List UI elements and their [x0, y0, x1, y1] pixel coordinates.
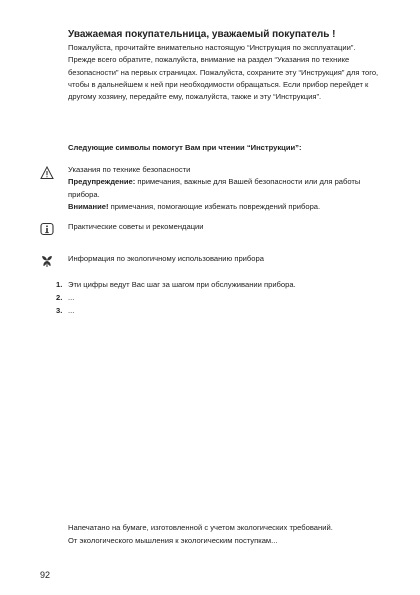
- step-text: ...: [68, 306, 75, 315]
- intro-paragraph-1: Пожалуйста, прочитайте внимательно настоящую “Инструкция по эксплуатации”.: [68, 43, 356, 52]
- step-text: Эти цифры ведут Вас шаг за шагом при обслуживании прибора.: [68, 280, 296, 289]
- tips-label: Практические советы и рекомендации: [68, 222, 204, 231]
- attention-term: Внимание!: [68, 201, 109, 211]
- info-icon: [40, 222, 54, 236]
- warning-term: Предупреждение:: [68, 177, 136, 187]
- eco-symbol-block: [68, 253, 386, 265]
- tips-symbol-block: [68, 221, 386, 233]
- steps-list: [56, 278, 386, 317]
- step-text: ...: [68, 293, 75, 302]
- warning-text: примечания, важные для Вашей безопасности или для работы прибора.: [68, 177, 361, 199]
- footer-line-2: От экологического мышления к экологическим поступкам...: [68, 535, 278, 545]
- list-item: [56, 304, 386, 317]
- attention-note: [68, 201, 386, 213]
- step-number: 3.: [56, 306, 63, 315]
- footer-line-1: Напечатано на бумаге, изготовленной с учетом экологических требований.: [68, 523, 333, 532]
- eco-flower-icon: [40, 254, 54, 268]
- list-item: [56, 291, 386, 304]
- step-number: 2.: [56, 293, 63, 302]
- step-number: 1.: [56, 280, 63, 289]
- intro-text: [68, 42, 386, 103]
- safety-label: Указания по технике безопасности: [68, 165, 191, 174]
- warning-note: [68, 176, 386, 201]
- symbols-heading: Следующие символы помогут Вам при чтении “Инструкции”:: [68, 143, 302, 152]
- safety-symbol-block: [68, 164, 386, 213]
- intro-paragraph-2: Прежде всего обратите, пожалуйста, внимание на раздел “Указания по технике безопасности” на первых страницах. Пожалуйста, сохраните эту “Инструкция” для того, чтобы в дальнейшем к ней при необходимости обращаться. Если прибор перейдет к другому хозяину, передайте ему, пожалуйста, также и эту “Инструкция”.: [68, 55, 379, 102]
- list-item: [56, 278, 386, 291]
- warning-triangle-icon: [40, 166, 54, 180]
- page-number: 92: [40, 570, 51, 580]
- page-title: Уважаемая покупательница, уважаемый покупатель !: [68, 29, 336, 40]
- eco-label: Информация по экологичному использованию прибора: [68, 254, 264, 263]
- attention-text: примечания, помогающие избежать повреждений прибора.: [108, 201, 321, 211]
- footer-note: [68, 522, 368, 547]
